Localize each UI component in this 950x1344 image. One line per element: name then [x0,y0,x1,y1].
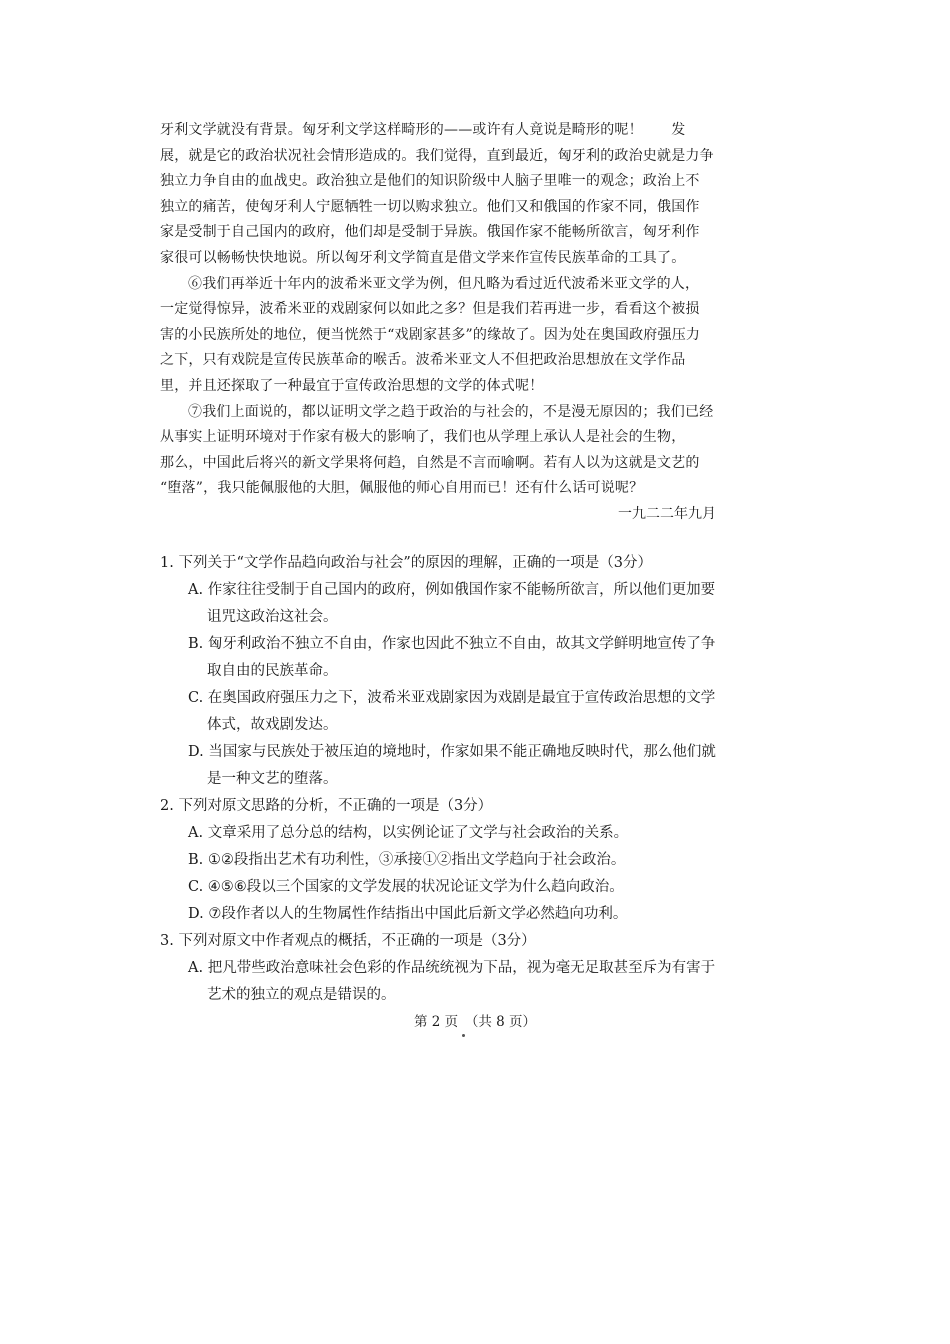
question-1-option-c-cont: 体式，故戏剧发达。 [207,717,338,733]
passage-paragraph-6-start: ⑥我们再举近十年内的波希米亚文学为例，但凡略为看过近代波希米亚文学的人， [188,275,700,292]
question-list [160,550,720,1009]
question-1-option-a: A. 作家往往受制于自己国内的政府，例如俄国作家不能畅所欲言，所以他们更加要 [188,582,716,598]
question-1-option-d: D. 当国家与民族处于被压迫的境地时，作家如果不能正确地反映时代，那么他们就 [188,744,716,760]
question-3-option-a: A. 把凡带些政治意味社会色彩的作品统统视为下品，视为毫无足取甚至斥为有害于 [188,960,716,976]
question-2-stem: 2. 下列对原文思路的分析，不正确的一项是（3分） [160,798,493,814]
passage-line: 之下，只有戏院是宣传民族革命的喉舌。波希米亚文人不但把政治思想放在文学作品 [160,352,686,369]
passage-line: 独立的痛苦，使匈牙利人宁愿牺牲一切以购求独立。他们又和俄国的作家不同，俄国作 [160,198,700,215]
page-number-footer: 第 2 页 （共 8 页） [413,1014,537,1030]
passage-line: 牙利文学就没有背景。匈牙利文学这样畸形的——或许有人竟说是畸形的呢！ 发 [160,122,686,138]
question-2-option-c: C. ④⑤⑥段以三个国家的文学发展的状况论证文学为什么趋向政治。 [188,879,624,895]
passage-line: 独立力争自由的血战史。政治独立是他们的知识阶级中人脑子里唯一的观念；政治上不 [160,173,700,190]
passage-line: 展，就是它的政治状况社会情形造成的。我们觉得，直到最近，匈牙利的政治史就是力争 [160,147,714,164]
reading-passage [160,118,716,528]
passage-line: 里，并且还探取了一种最宜于宣传政治思想的文学的体式呢！ [160,377,544,394]
passage-line: 家很可以畅畅快快地说。所以匈牙利文学简直是借文学来作宣传民族革命的工具了。 [160,249,686,266]
question-3-option-a-cont: 艺术的独立的观点是错误的。 [207,987,396,1003]
question-1-option-b-cont: 取自由的民族革命。 [207,663,338,679]
passage-line: 一定觉得惊异，波希米亚的戏剧家何以如此之多？但是我们若再进一步，看看这个被损 [160,301,700,318]
passage-paragraph-7-start: ⑦我们上面说的，都以证明文学之趋于政治的与社会的，不是漫无原因的；我们已经 [188,403,714,420]
passage-date: 一九二二年九月 [618,505,716,522]
question-1-option-b: B. 匈牙利政治不独立不自由，作家也因此不独立不自由，故其文学鲜明地宣传了争 [188,636,716,652]
question-1-option-d-cont: 是一种文艺的堕落。 [207,771,338,787]
question-1-stem: 1. 下列关于“文学作品趋向政治与社会”的原因的理解，正确的一项是（3分） [160,555,652,571]
question-3-stem: 3. 下列对原文中作者观点的概括，不正确的一项是（3分） [160,933,536,949]
question-2-option-d: D. ⑦段作者以人的生物属性作结指出中国此后新文学必然趋向功利。 [188,906,628,922]
question-2-option-b: B. ①②段指出艺术有功利性，③承接①②指出文学趋向于社会政治。 [188,852,626,868]
passage-line: “堕落”，我只能佩服他的大胆，佩服他的师心自用而已！还有什么话可说呢？ [160,480,644,497]
passage-line: 害的小民族所处的地位，便当恍然于“戏剧家甚多”的缘故了。因为处在奥国政府强压力 [160,326,701,343]
passage-line: 从事实上证明环境对于作家有极大的影响了，我们也从学理上承认人是社会的生物， [160,429,686,446]
question-1-option-a-cont: 诅咒这政治这社会。 [207,609,338,625]
question-1-option-c: C. 在奥国政府强压力之下，波希米亚戏剧家因为戏剧是最宜于宣传政治思想的文学 [188,690,716,706]
scan-speck [462,1034,465,1037]
passage-line: 那么，中国此后将兴的新文学果将何趋，自然是不言而喻啊。若有人以为这就是文艺的 [160,454,700,471]
passage-line: 家是受制于自己国内的政府，他们却是受制于异族。俄国作家不能畅所欲言，匈牙利作 [160,224,700,241]
question-2-option-a: A. 文章采用了总分总的结构，以实例论证了文学与社会政治的关系。 [188,825,629,841]
